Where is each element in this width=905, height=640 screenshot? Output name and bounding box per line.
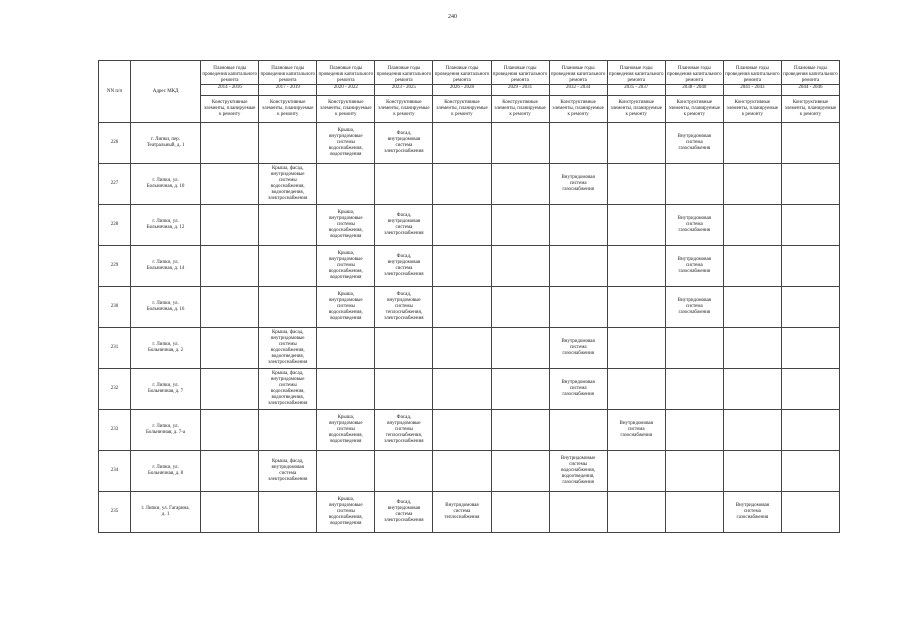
repair-elements-cell: Фасад, внутридомовые системы теплоснабжения, электроснабжения	[375, 287, 433, 328]
repair-elements-cell: Внутридомовая система газоснабжения	[549, 328, 607, 369]
repair-elements-cell	[201, 451, 259, 492]
repair-elements-cell	[549, 410, 607, 451]
page-number: 240	[448, 14, 457, 20]
period-title: Плановые годы проведения капитального ремонта	[783, 65, 838, 83]
repair-elements-cell: Внутридомовая система газоснабжения	[665, 287, 723, 328]
repair-elements-cell	[781, 246, 839, 287]
repair-elements-cell	[491, 410, 549, 451]
header-row-periods	[99, 61, 840, 96]
repair-elements-cell	[433, 123, 491, 164]
repair-elements-cell	[665, 451, 723, 492]
repair-elements-cell: Крыша, внутридомовые системы водоснабжения, водоотведения	[317, 205, 375, 246]
repair-elements-cell	[259, 246, 317, 287]
repair-elements-cell	[665, 164, 723, 205]
table-row	[99, 492, 840, 533]
repair-elements-cell	[201, 205, 259, 246]
repair-elements-cell: Крыша, фасад, внутридомовые системы водоснабжения, водоотведения, электроснабжения	[259, 164, 317, 205]
repair-elements-cell	[607, 492, 665, 533]
repair-elements-cell	[375, 451, 433, 492]
repair-elements-cell	[201, 287, 259, 328]
repair-elements-cell	[201, 410, 259, 451]
period-title: Плановые годы проведения капитального ремонта	[550, 65, 606, 83]
column-header-elements: Конструктивные элементы, планируемые к ремонту	[375, 96, 433, 123]
row-number: 226	[99, 123, 131, 164]
table-body	[99, 123, 840, 533]
header-row-elements	[99, 96, 840, 123]
column-header-elements: Конструктивные элементы, планируемые к ремонту	[549, 96, 607, 123]
repair-elements-cell	[433, 287, 491, 328]
repair-elements-cell	[723, 205, 781, 246]
repair-elements-cell	[607, 328, 665, 369]
column-header-period	[607, 61, 665, 96]
repair-elements-cell	[491, 123, 549, 164]
repair-elements-cell	[317, 451, 375, 492]
column-header-elements: Конструктивные элементы, планируемые к ремонту	[317, 96, 375, 123]
column-header-elements: Конструктивные элементы, планируемые к ремонту	[781, 96, 839, 123]
repair-elements-cell	[491, 328, 549, 369]
repair-elements-cell: Крыша, фасад, внутридомовые системы водоснабжения, водоотведения, электроснабжения	[259, 328, 317, 369]
repair-elements-cell	[375, 328, 433, 369]
period-title: Плановые годы проведения капитального ремонта	[725, 65, 780, 83]
repair-elements-cell: Внутридомовые системы водоснабжения, водоотведения, газоснабжения	[549, 451, 607, 492]
column-header-period	[665, 61, 723, 96]
period-title: Плановые годы проведения капитального ремонта	[608, 65, 664, 83]
repair-elements-cell: Крыша, внутридомовые системы водоснабжения, водоотведения	[317, 123, 375, 164]
column-header-address: Адрес МКД	[131, 61, 201, 123]
repair-elements-cell: Фасад, внутридомовые системы теплоснабжения, электроснабжения	[375, 410, 433, 451]
repair-elements-cell: Крыша, фасад, внутридомовая система электроснабжения	[259, 451, 317, 492]
period-title: Плановые годы проведения капитального ремонта	[492, 65, 548, 83]
table-row	[99, 246, 840, 287]
column-header-period	[375, 61, 433, 96]
row-number: 228	[99, 205, 131, 246]
repair-elements-cell: Фасад, внутридомовая система электроснабжения	[375, 123, 433, 164]
repair-elements-cell	[201, 328, 259, 369]
period-range: 2014 - 2016	[201, 84, 258, 91]
period-range: 2038 - 2040	[666, 84, 723, 91]
row-number: 235	[99, 492, 131, 533]
column-header-period	[723, 61, 781, 96]
table-row	[99, 287, 840, 328]
repair-elements-cell	[259, 492, 317, 533]
repair-elements-cell	[491, 451, 549, 492]
column-header-period	[259, 61, 317, 96]
repair-elements-cell	[665, 328, 723, 369]
period-range: 2032 - 2034	[550, 84, 607, 91]
period-range: 2041 - 2043	[724, 84, 781, 91]
repair-elements-cell	[781, 287, 839, 328]
repair-elements-cell: Внутридомовая система газоснабжения	[723, 492, 781, 533]
repair-elements-cell	[549, 246, 607, 287]
repair-elements-cell: Внутридомовая система теплоснабжения	[433, 492, 491, 533]
column-header-period	[781, 61, 839, 96]
row-address: г. Липки, ул. Больничная, д. 7	[131, 369, 201, 410]
repair-elements-cell	[433, 164, 491, 205]
repair-elements-cell	[491, 492, 549, 533]
repair-elements-cell	[781, 328, 839, 369]
repair-elements-cell	[723, 369, 781, 410]
repair-elements-cell	[781, 410, 839, 451]
repair-elements-cell	[491, 369, 549, 410]
repair-elements-cell	[375, 369, 433, 410]
repair-elements-cell	[259, 287, 317, 328]
column-header-number: NN п/п	[99, 61, 131, 123]
column-header-period	[201, 61, 259, 96]
period-title: Плановые годы проведения капитального ремонта	[260, 65, 316, 83]
period-title: Плановые годы проведения капитального ремонта	[434, 65, 490, 83]
repair-elements-cell	[433, 205, 491, 246]
repair-elements-cell	[665, 492, 723, 533]
period-range: 2023 - 2025	[375, 84, 432, 91]
column-header-elements: Конструктивные элементы, планируемые к ремонту	[201, 96, 259, 123]
table-row	[99, 451, 840, 492]
row-address: г. Липки, ул. Больничная, д. 7-а	[131, 410, 201, 451]
capital-repair-table	[98, 60, 840, 533]
period-title: Плановые годы проведения капитального ремонта	[318, 65, 374, 83]
repair-elements-cell	[607, 451, 665, 492]
repair-elements-cell	[781, 205, 839, 246]
repair-elements-cell	[723, 328, 781, 369]
repair-elements-cell	[201, 369, 259, 410]
repair-elements-cell	[723, 164, 781, 205]
repair-elements-cell	[723, 123, 781, 164]
repair-elements-cell	[781, 164, 839, 205]
row-address: г. Липки, пер. Театральный, д. 1	[131, 123, 201, 164]
repair-elements-cell	[433, 328, 491, 369]
repair-elements-cell: Внутридомовая система газоснабжения	[549, 369, 607, 410]
repair-elements-cell	[723, 410, 781, 451]
repair-elements-cell	[491, 205, 549, 246]
repair-elements-cell	[491, 164, 549, 205]
repair-elements-cell	[607, 164, 665, 205]
row-number: 234	[99, 451, 131, 492]
repair-elements-cell	[491, 246, 549, 287]
repair-elements-cell: Внутридомовая система газоснабжения	[665, 246, 723, 287]
table-row	[99, 369, 840, 410]
period-range: 2035 - 2037	[608, 84, 665, 91]
column-header-elements: Конструктивные элементы, планируемые к ремонту	[723, 96, 781, 123]
period-range: 2017 - 2019	[259, 84, 316, 91]
repair-elements-cell: Фасад, внутридомовая система электроснабжения	[375, 492, 433, 533]
repair-elements-cell	[781, 492, 839, 533]
row-address: г. Липки, ул. Гагарина, д. 1	[131, 492, 201, 533]
row-address: г. Липки, ул. Больничная, д. 14	[131, 246, 201, 287]
repair-elements-cell	[549, 287, 607, 328]
repair-elements-cell	[549, 492, 607, 533]
row-number: 233	[99, 410, 131, 451]
repair-elements-cell: Внутридомовая система газоснабжения	[607, 410, 665, 451]
row-address: г. Липки, ул. Больничная, д. 10	[131, 164, 201, 205]
repair-elements-cell	[665, 369, 723, 410]
repair-elements-cell	[665, 410, 723, 451]
row-number: 227	[99, 164, 131, 205]
repair-elements-cell	[201, 492, 259, 533]
row-address: г. Липки, ул. Больничная, д. 2	[131, 328, 201, 369]
period-range: 2029 - 2031	[492, 84, 549, 91]
repair-elements-cell	[317, 164, 375, 205]
repair-elements-cell	[607, 246, 665, 287]
repair-elements-cell: Крыша, внутридомовые системы водоснабжения, водоотведения	[317, 492, 375, 533]
repair-elements-cell	[201, 164, 259, 205]
repair-elements-cell: Фасад, внутридомовая система электроснабжения	[375, 246, 433, 287]
repair-elements-cell	[201, 123, 259, 164]
table-row	[99, 205, 840, 246]
repair-elements-cell	[201, 246, 259, 287]
repair-elements-cell	[433, 369, 491, 410]
column-header-period	[549, 61, 607, 96]
table-row	[99, 123, 840, 164]
repair-elements-cell	[491, 287, 549, 328]
repair-elements-cell	[607, 287, 665, 328]
repair-elements-cell: Крыша, внутридомовые системы водоснабжения, водоотведения	[317, 410, 375, 451]
row-address: г. Липки, ул. Больничная, д. 16	[131, 287, 201, 328]
table-row	[99, 328, 840, 369]
row-address: г. Липки, ул. Больничная, д. 8	[131, 451, 201, 492]
repair-elements-cell	[259, 205, 317, 246]
repair-elements-cell	[375, 164, 433, 205]
repair-elements-cell	[607, 369, 665, 410]
repair-elements-cell	[433, 246, 491, 287]
repair-elements-cell: Крыша, фасад, внутридомовые системы водоснабжения, водоотведения, электроснабжения	[259, 369, 317, 410]
repair-elements-cell	[433, 451, 491, 492]
column-header-elements: Конструктивные элементы, планируемые к ремонту	[665, 96, 723, 123]
period-range: 2026 - 2028	[433, 84, 490, 91]
period-title: Плановые годы проведения капитального ремонта	[202, 65, 257, 83]
row-number: 231	[99, 328, 131, 369]
repair-elements-cell: Внутридомовая система газоснабжения	[665, 123, 723, 164]
repair-elements-cell	[781, 369, 839, 410]
period-title: Плановые годы проведения капитального ремонта	[376, 65, 432, 83]
period-range: 2044 - 2046	[782, 84, 839, 91]
repair-elements-cell	[549, 123, 607, 164]
period-range: 2020 - 2022	[317, 84, 374, 91]
table-row	[99, 164, 840, 205]
repair-elements-cell	[723, 246, 781, 287]
row-address: г. Липки, ул. Больничная, д. 12	[131, 205, 201, 246]
column-header-period	[433, 61, 491, 96]
column-header-elements: Конструктивные элементы, планируемые к ремонту	[607, 96, 665, 123]
repair-elements-cell: Внутридомовая система газоснабжения	[665, 205, 723, 246]
column-header-elements: Конструктивные элементы, планируемые к ремонту	[491, 96, 549, 123]
table-row	[99, 410, 840, 451]
column-header-period	[317, 61, 375, 96]
repair-elements-cell: Внутридомовая система газоснабжения	[549, 164, 607, 205]
repair-elements-cell: Крыша, внутридомовые системы водоснабжения, водоотведения	[317, 287, 375, 328]
row-number: 229	[99, 246, 131, 287]
repair-elements-cell: Фасад, внутридомовая система электроснабжения	[375, 205, 433, 246]
repair-elements-cell	[607, 123, 665, 164]
repair-elements-cell	[259, 123, 317, 164]
repair-elements-cell	[317, 369, 375, 410]
repair-elements-cell	[723, 287, 781, 328]
repair-elements-cell	[781, 123, 839, 164]
repair-elements-cell	[549, 205, 607, 246]
repair-elements-cell	[317, 328, 375, 369]
row-number: 232	[99, 369, 131, 410]
row-number: 230	[99, 287, 131, 328]
repair-elements-cell: Крыша, внутридомовые системы водоснабжения, водоотведения	[317, 246, 375, 287]
repair-elements-cell	[723, 451, 781, 492]
period-title: Плановые годы проведения капитального ремонта	[667, 65, 722, 83]
column-header-elements: Конструктивные элементы, планируемые к ремонту	[259, 96, 317, 123]
repair-elements-cell	[259, 410, 317, 451]
repair-elements-cell	[781, 451, 839, 492]
column-header-period	[491, 61, 549, 96]
repair-elements-cell	[433, 410, 491, 451]
column-header-elements: Конструктивные элементы, планируемые к ремонту	[433, 96, 491, 123]
repair-elements-cell	[607, 205, 665, 246]
